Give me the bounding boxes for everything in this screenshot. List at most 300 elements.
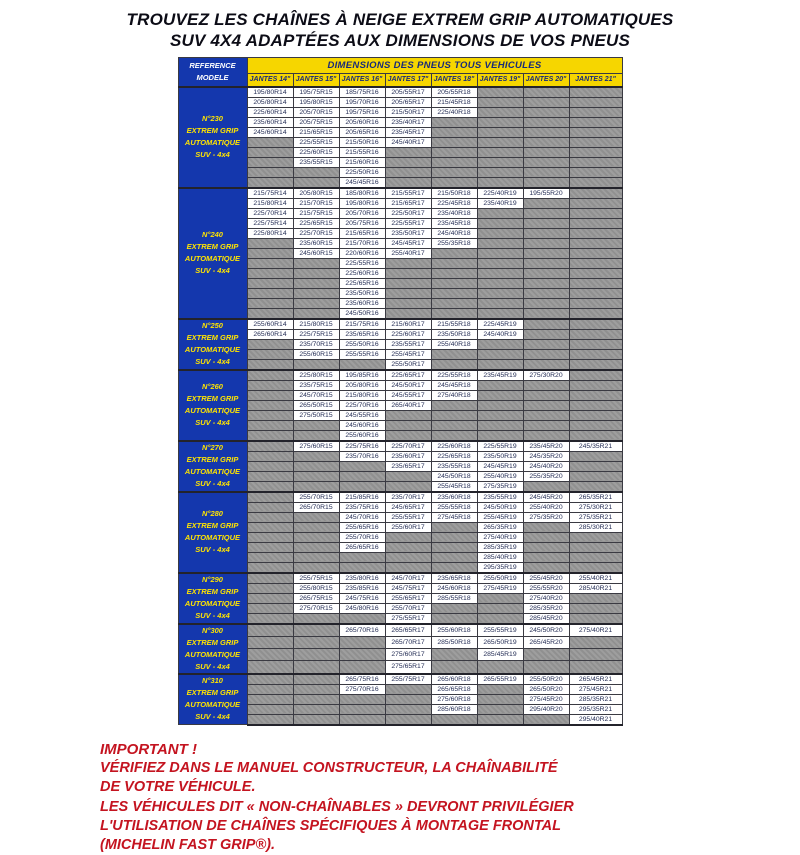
empty-cell — [247, 177, 293, 188]
empty-cell — [569, 636, 622, 648]
empty-cell — [523, 127, 569, 137]
tire-size-cell: 255/70R15 — [293, 492, 339, 503]
tire-size-cell: 235/50R19 — [477, 451, 523, 461]
empty-cell — [247, 308, 293, 319]
tire-size-cell: 225/70R17 — [385, 441, 431, 452]
tire-size-cell: 275/40R18 — [431, 390, 477, 400]
tire-size-cell: 225/55R16 — [339, 258, 385, 268]
rim-size-column-header: JANTES 19" — [477, 73, 523, 87]
empty-cell — [339, 481, 385, 492]
empty-cell — [431, 117, 477, 127]
reference-model-cell: N°250 EXTREM GRIP AUTOMATIQUE SUV - 4x4 — [178, 319, 247, 370]
empty-cell — [569, 552, 622, 562]
empty-cell — [569, 359, 622, 370]
empty-cell — [569, 370, 622, 381]
tire-size-cell: 205/70R16 — [339, 208, 385, 218]
tire-size-cell: 235/60R15 — [293, 238, 339, 248]
empty-cell — [477, 238, 523, 248]
tire-size-cell: 275/60R17 — [385, 648, 431, 660]
empty-cell — [431, 532, 477, 542]
empty-cell — [247, 593, 293, 603]
empty-cell — [431, 542, 477, 552]
tire-size-cell: 255/70R17 — [385, 603, 431, 613]
reference-model-cell: N°230 EXTREM GRIP AUTOMATIQUE SUV - 4x4 — [178, 87, 247, 188]
tire-size-cell: 255/35R18 — [431, 238, 477, 248]
empty-cell — [477, 603, 523, 613]
tire-size-cell: 275/40R20 — [523, 593, 569, 603]
tire-size-cell: 225/80R14 — [247, 228, 293, 238]
tire-size-cell: 265/35R21 — [569, 492, 622, 503]
tire-size-cell: 215/45R18 — [431, 97, 477, 107]
empty-cell — [569, 258, 622, 268]
tire-size-cell: 205/55R17 — [385, 87, 431, 98]
empty-cell — [431, 167, 477, 177]
tire-size-cell: 245/35R20 — [523, 451, 569, 461]
empty-cell — [477, 349, 523, 359]
tire-size-cell: 265/70R15 — [293, 502, 339, 512]
tire-size-cell: 195/80R15 — [293, 97, 339, 107]
tire-size-cell: 295/35R19 — [477, 562, 523, 573]
tire-size-cell: 285/60R18 — [431, 704, 477, 714]
rim-size-column-header: JANTES 21" — [569, 73, 622, 87]
tire-size-cell: 245/75R16 — [339, 593, 385, 603]
empty-cell — [247, 441, 293, 452]
empty-cell — [523, 714, 569, 725]
tire-size-cell: 215/60R17 — [385, 319, 431, 330]
empty-cell — [431, 177, 477, 188]
tire-size-cell: 225/45R19 — [477, 319, 523, 330]
empty-cell — [431, 603, 477, 613]
empty-cell — [247, 481, 293, 492]
empty-cell — [523, 420, 569, 430]
tire-size-cell: 235/60R17 — [385, 451, 431, 461]
empty-cell — [247, 157, 293, 167]
tire-size-cell: 285/35R21 — [569, 694, 622, 704]
empty-cell — [293, 542, 339, 552]
empty-cell — [477, 298, 523, 308]
empty-cell — [431, 147, 477, 157]
empty-cell — [293, 624, 339, 637]
empty-cell — [477, 430, 523, 441]
empty-cell — [247, 420, 293, 430]
tire-size-cell: 245/50R18 — [431, 471, 477, 481]
empty-cell — [523, 278, 569, 288]
tire-size-cell: 285/35R20 — [523, 603, 569, 613]
empty-cell — [569, 278, 622, 288]
empty-cell — [247, 380, 293, 390]
empty-cell — [523, 167, 569, 177]
empty-cell — [247, 542, 293, 552]
tire-size-cell: 255/55R16 — [339, 349, 385, 359]
empty-cell — [431, 661, 477, 674]
empty-cell — [477, 97, 523, 107]
tire-size-cell: 265/60R14 — [247, 329, 293, 339]
tire-size-cell: 245/60R15 — [293, 248, 339, 258]
empty-cell — [569, 319, 622, 330]
empty-cell — [569, 613, 622, 624]
dimensions-header: DIMENSIONS DES PNEUS TOUS VEHICULES — [247, 57, 622, 73]
empty-cell — [339, 613, 385, 624]
tire-size-cell: 215/65R17 — [385, 198, 431, 208]
tire-size-cell: 225/75R16 — [339, 441, 385, 452]
empty-cell — [385, 308, 431, 319]
empty-cell — [247, 278, 293, 288]
tire-size-cell: 275/30R20 — [523, 370, 569, 381]
empty-cell — [569, 461, 622, 471]
tire-size-cell: 235/65R17 — [385, 461, 431, 471]
empty-cell — [247, 430, 293, 441]
tire-size-cell: 255/50R17 — [385, 359, 431, 370]
tire-size-cell: 235/50R18 — [431, 329, 477, 339]
empty-cell — [477, 147, 523, 157]
empty-cell — [477, 308, 523, 319]
tire-size-cell: 195/85R16 — [339, 370, 385, 381]
empty-cell — [293, 636, 339, 648]
empty-cell — [247, 339, 293, 349]
empty-cell — [247, 471, 293, 481]
empty-cell — [477, 157, 523, 167]
empty-cell — [385, 714, 431, 725]
tire-size-cell: 215/75R15 — [293, 208, 339, 218]
tire-size-cell: 245/70R16 — [339, 512, 385, 522]
empty-cell — [431, 562, 477, 573]
tire-size-cell: 245/55R17 — [385, 390, 431, 400]
tire-size-cell: 275/60R18 — [431, 694, 477, 704]
tire-size-cell: 245/35R21 — [569, 441, 622, 452]
empty-cell — [477, 704, 523, 714]
empty-cell — [569, 137, 622, 147]
empty-cell — [523, 522, 569, 532]
empty-cell — [247, 648, 293, 660]
empty-cell — [523, 319, 569, 330]
tire-size-cell: 255/40R18 — [431, 339, 477, 349]
tire-size-cell: 235/55R17 — [385, 339, 431, 349]
empty-cell — [569, 228, 622, 238]
reference-model-cell: N°270 EXTREM GRIP AUTOMATIQUE SUV - 4x4 — [178, 441, 247, 492]
tire-size-cell: 255/65R17 — [385, 593, 431, 603]
empty-cell — [247, 288, 293, 298]
empty-cell — [293, 694, 339, 704]
tire-size-cell: 225/50R17 — [385, 208, 431, 218]
empty-cell — [431, 714, 477, 725]
empty-cell — [431, 127, 477, 137]
tire-size-cell: 275/70R15 — [293, 603, 339, 613]
tire-size-cell: 195/70R16 — [339, 97, 385, 107]
empty-cell — [247, 410, 293, 420]
empty-cell — [523, 198, 569, 208]
footer-warning-line: L'UTILISATION DE CHAÎNES SPÉCIFIQUES À MONTAGE FRONTAL — [100, 817, 562, 834]
empty-cell — [477, 137, 523, 147]
empty-cell — [569, 218, 622, 228]
empty-cell — [477, 288, 523, 298]
tire-size-cell: 235/60R18 — [431, 492, 477, 503]
empty-cell — [293, 461, 339, 471]
empty-cell — [385, 420, 431, 430]
empty-cell — [477, 359, 523, 370]
empty-cell — [523, 481, 569, 492]
tire-size-cell: 275/45R19 — [477, 583, 523, 593]
empty-cell — [293, 288, 339, 298]
tire-size-cell: 205/80R14 — [247, 97, 293, 107]
empty-cell — [523, 97, 569, 107]
empty-cell — [293, 562, 339, 573]
tire-size-cell: 255/35R20 — [523, 471, 569, 481]
empty-cell — [247, 400, 293, 410]
empty-cell — [569, 471, 622, 481]
empty-cell — [247, 583, 293, 593]
tire-size-cell: 255/55R20 — [523, 583, 569, 593]
tire-size-cell: 215/55R16 — [339, 147, 385, 157]
tire-size-cell: 235/85R16 — [339, 583, 385, 593]
empty-cell — [569, 593, 622, 603]
empty-cell — [523, 390, 569, 400]
tire-size-cell: 245/50R20 — [523, 624, 569, 637]
tire-size-cell: 255/65R16 — [339, 522, 385, 532]
tire-size-cell: 245/40R20 — [523, 461, 569, 471]
empty-cell — [569, 147, 622, 157]
empty-cell — [477, 339, 523, 349]
empty-cell — [569, 268, 622, 278]
empty-cell — [247, 349, 293, 359]
tire-size-cell: 255/75R17 — [385, 674, 431, 685]
empty-cell — [569, 288, 622, 298]
tire-size-cell: 295/35R21 — [569, 704, 622, 714]
empty-cell — [569, 167, 622, 177]
empty-cell — [477, 248, 523, 258]
empty-cell — [431, 137, 477, 147]
empty-cell — [523, 228, 569, 238]
empty-cell — [569, 97, 622, 107]
empty-cell — [523, 147, 569, 157]
empty-cell — [477, 117, 523, 127]
page-title — [0, 0, 800, 52]
empty-cell — [247, 248, 293, 258]
tire-size-cell: 235/45R19 — [477, 370, 523, 381]
rim-size-column-header: JANTES 16" — [339, 73, 385, 87]
tire-size-cell: 275/35R19 — [477, 481, 523, 492]
tire-size-cell: 275/60R15 — [293, 441, 339, 452]
tire-size-cell: 245/45R20 — [523, 492, 569, 503]
empty-cell — [477, 380, 523, 390]
empty-cell — [293, 471, 339, 481]
rim-size-column-header: JANTES 20" — [523, 73, 569, 87]
tire-size-cell: 245/45R18 — [431, 380, 477, 390]
tire-size-cell: 255/60R17 — [385, 522, 431, 532]
empty-cell — [477, 684, 523, 694]
tire-size-cell: 265/50R15 — [293, 400, 339, 410]
empty-cell — [293, 661, 339, 674]
empty-cell — [569, 532, 622, 542]
tire-size-cell: 245/65R17 — [385, 502, 431, 512]
tire-size-cell: 285/40R21 — [569, 583, 622, 593]
empty-cell — [477, 714, 523, 725]
empty-cell — [569, 451, 622, 461]
empty-cell — [477, 694, 523, 704]
tire-size-cell: 245/50R19 — [477, 502, 523, 512]
tire-size-cell: 235/40R19 — [477, 198, 523, 208]
tire-size-cell: 225/55R19 — [477, 441, 523, 452]
tire-size-cell: 225/70R14 — [247, 208, 293, 218]
tire-size-cell: 225/60R15 — [293, 147, 339, 157]
empty-cell — [339, 648, 385, 660]
tire-size-cell: 235/80R16 — [339, 573, 385, 584]
empty-cell — [431, 359, 477, 370]
tire-size-cell: 195/55R20 — [523, 188, 569, 199]
tire-size-cell: 255/45R18 — [431, 481, 477, 492]
reference-model-cell: N°300 EXTREM GRIP AUTOMATIQUE SUV - 4x4 — [178, 624, 247, 674]
empty-cell — [385, 704, 431, 714]
empty-cell — [247, 624, 293, 637]
empty-cell — [431, 400, 477, 410]
tire-size-cell: 215/80R14 — [247, 198, 293, 208]
empty-cell — [247, 636, 293, 648]
tire-size-cell: 185/80R16 — [339, 188, 385, 199]
footer-warning-line: DE VOTRE VÉHICULE. — [100, 779, 256, 796]
reference-model-cell: N°310 EXTREM GRIP AUTOMATIQUE SUV - 4x4 — [178, 674, 247, 725]
tire-size-cell: 225/55R17 — [385, 218, 431, 228]
tire-size-cell: 235/50R17 — [385, 228, 431, 238]
tire-size-cell: 225/65R17 — [385, 370, 431, 381]
tire-size-cell: 215/85R16 — [339, 492, 385, 503]
tire-size-cell: 215/55R18 — [431, 319, 477, 330]
empty-cell — [385, 471, 431, 481]
empty-cell — [523, 137, 569, 147]
tire-size-cell: 275/40R19 — [477, 532, 523, 542]
footer-warning — [100, 740, 800, 855]
empty-cell — [247, 268, 293, 278]
empty-cell — [569, 542, 622, 552]
tire-size-cell: 255/60R15 — [293, 349, 339, 359]
tire-size-cell: 255/55R18 — [431, 502, 477, 512]
empty-cell — [247, 552, 293, 562]
empty-cell — [569, 308, 622, 319]
tire-size-cell: 255/55R17 — [385, 512, 431, 522]
empty-cell — [523, 400, 569, 410]
empty-cell — [477, 167, 523, 177]
tire-size-cell: 215/50R17 — [385, 107, 431, 117]
empty-cell — [477, 661, 523, 674]
empty-cell — [477, 87, 523, 98]
tire-size-cell: 235/60R14 — [247, 117, 293, 127]
tire-size-cell: 275/50R15 — [293, 410, 339, 420]
empty-cell — [247, 522, 293, 532]
tire-size-cell: 215/60R16 — [339, 157, 385, 167]
empty-cell — [293, 167, 339, 177]
empty-cell — [523, 258, 569, 268]
empty-cell — [431, 522, 477, 532]
empty-cell — [523, 562, 569, 573]
empty-cell — [247, 370, 293, 381]
empty-cell — [293, 177, 339, 188]
empty-cell — [293, 420, 339, 430]
tire-size-cell: 265/55R19 — [477, 674, 523, 685]
empty-cell — [339, 714, 385, 725]
empty-cell — [385, 552, 431, 562]
tire-size-cell: 235/50R16 — [339, 288, 385, 298]
empty-cell — [385, 542, 431, 552]
empty-cell — [477, 593, 523, 603]
tire-size-cell: 205/75R15 — [293, 117, 339, 127]
empty-cell — [293, 552, 339, 562]
tire-size-cell: 245/60R18 — [431, 583, 477, 593]
empty-cell — [431, 258, 477, 268]
tire-size-cell: 245/40R17 — [385, 137, 431, 147]
tire-size-cell: 255/55R19 — [477, 624, 523, 637]
empty-cell — [431, 248, 477, 258]
empty-cell — [431, 613, 477, 624]
tire-size-cell: 225/75R15 — [293, 329, 339, 339]
tire-size-cell: 225/60R16 — [339, 268, 385, 278]
tire-size-cell: 245/40R19 — [477, 329, 523, 339]
empty-cell — [293, 704, 339, 714]
tire-size-cell: 255/50R20 — [523, 674, 569, 685]
empty-cell — [523, 532, 569, 542]
empty-cell — [523, 339, 569, 349]
empty-cell — [247, 390, 293, 400]
tire-size-cell: 255/45R20 — [523, 573, 569, 584]
empty-cell — [569, 420, 622, 430]
empty-cell — [523, 248, 569, 258]
empty-cell — [523, 359, 569, 370]
empty-cell — [385, 298, 431, 308]
tire-dimensions-table — [178, 57, 623, 726]
tire-size-cell: 255/60R16 — [339, 430, 385, 441]
tire-size-cell: 225/55R18 — [431, 370, 477, 381]
empty-cell — [431, 308, 477, 319]
tire-size-cell: 225/70R16 — [339, 400, 385, 410]
empty-cell — [293, 481, 339, 492]
empty-cell — [523, 661, 569, 674]
empty-cell — [247, 704, 293, 714]
tire-size-cell: 235/45R17 — [385, 127, 431, 137]
tire-size-cell: 225/75R14 — [247, 218, 293, 228]
empty-cell — [523, 117, 569, 127]
empty-cell — [569, 349, 622, 359]
empty-cell — [431, 430, 477, 441]
tire-size-cell: 275/40R21 — [569, 624, 622, 637]
tire-size-cell: 265/35R19 — [477, 522, 523, 532]
tire-size-cell: 275/45R21 — [569, 684, 622, 694]
tire-size-cell: 225/60R17 — [385, 329, 431, 339]
tire-size-cell: 225/65R16 — [339, 278, 385, 288]
empty-cell — [431, 278, 477, 288]
page-title-line2: SUV 4X4 ADAPTÉES AUX DIMENSIONS DE VOS PNEUS — [169, 31, 631, 51]
footer-warning-line: LES VÉHICULES DIT « NON-CHAÎNABLES » DEVRONT PRIVILÉGIER — [100, 798, 574, 815]
tire-size-cell: 245/50R17 — [385, 380, 431, 390]
tire-size-cell: 255/60R18 — [431, 624, 477, 637]
empty-cell — [385, 258, 431, 268]
empty-cell — [431, 349, 477, 359]
empty-cell — [569, 188, 622, 199]
empty-cell — [339, 704, 385, 714]
empty-cell — [293, 684, 339, 694]
tire-size-cell: 205/60R16 — [339, 117, 385, 127]
empty-cell — [523, 552, 569, 562]
tire-size-cell: 225/50R16 — [339, 167, 385, 177]
tire-size-cell: 215/75R14 — [247, 188, 293, 199]
tire-size-cell: 285/35R19 — [477, 542, 523, 552]
tire-size-cell: 225/80R15 — [293, 370, 339, 381]
empty-cell — [431, 288, 477, 298]
tire-size-cell: 205/75R16 — [339, 218, 385, 228]
empty-cell — [431, 648, 477, 660]
tire-size-cell: 245/80R16 — [339, 603, 385, 613]
empty-cell — [569, 238, 622, 248]
empty-cell — [569, 157, 622, 167]
tire-size-cell: 265/45R21 — [569, 674, 622, 685]
tire-size-cell: 255/80R15 — [293, 583, 339, 593]
tire-size-cell: 285/55R18 — [431, 593, 477, 603]
